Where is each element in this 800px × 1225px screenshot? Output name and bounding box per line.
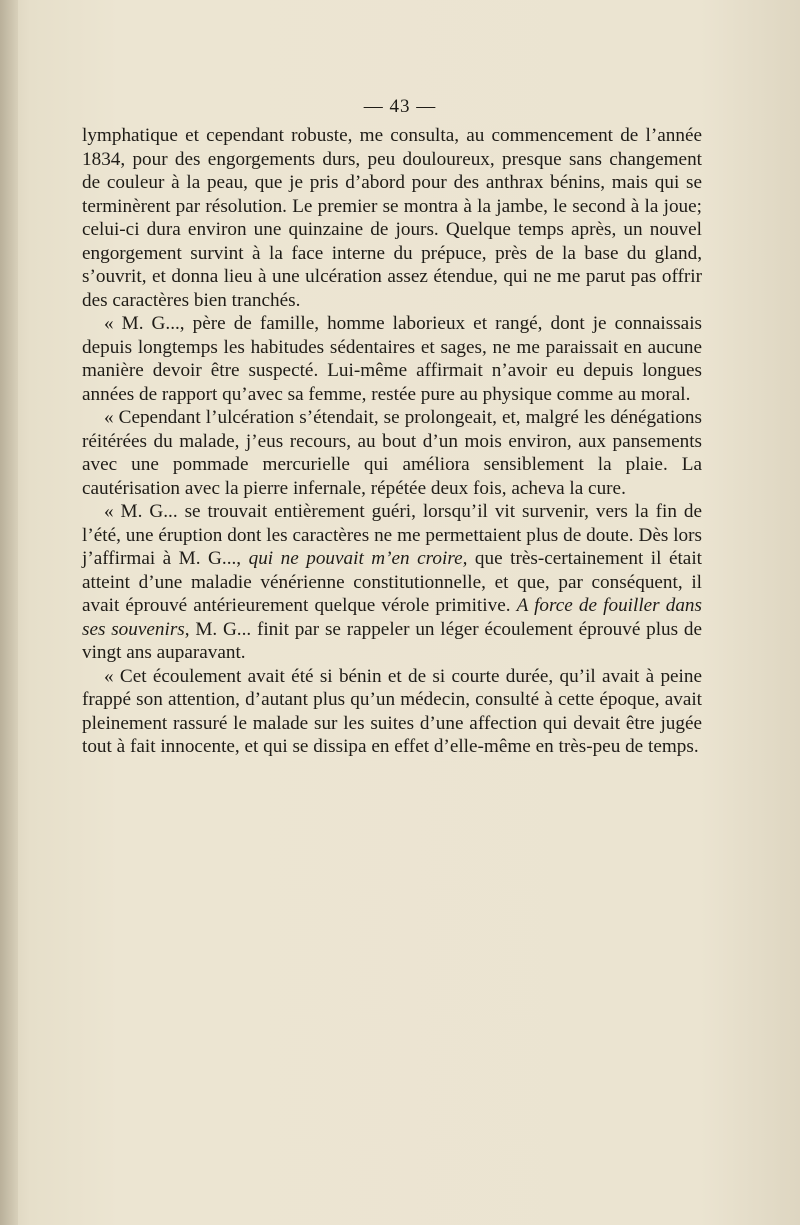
text-run: , M. G... finit par se rappeler un léger écoulement éprouvé plus de vingt ans auparavant. bbox=[82, 618, 702, 663]
text-run: « Cependant l’ulcération s’étendait, se prolongeait, et, malgré les dénégations réitérées du malade, j’eus recours, au bout d’un mois environ, aux pansements avec une pommade mercurielle qui améliora sensiblement la plaie. La cautérisation avec la pierre infernale, répétée deux fois, acheva la cure. bbox=[82, 407, 702, 499]
text-run: « Cet écoulement avait été si bénin et de si courte durée, qu’il avait à peine frappé son attention, d’autant plus qu’un médecin, consulté à cette époque, avait pleinement rassuré le malade sur les suites d’une affection qui devait être jugée tout à fait innocente, et qui se dissipa en effet d’elle-même en très-peu de temps. bbox=[82, 665, 702, 757]
paragraph bbox=[82, 124, 702, 312]
page-binding-shadow bbox=[0, 0, 18, 1225]
italic-text: A force de fouiller dans ses souvenirs bbox=[82, 595, 702, 640]
body-text bbox=[82, 124, 702, 759]
text-run: que très-certainement il était atteint d’une maladie vénérienne constitutionnelle, et que, par conséquent, il avait éprouvé antérieurement quelque vérole primitive. bbox=[82, 548, 702, 616]
paragraph bbox=[82, 406, 702, 500]
text-run: lymphatique et cependant robuste, me consulta, au commencement de l’année 1834, pour des engorgements durs, peu douloureux, presque sans changement de couleur à la peau, que je pris d’abord pour des anthrax bénins, mais qui se terminèrent par résolution. Le premier se montra à la jambe, le second à la joue; celui-ci dura environ une quinzaine de jours. Quelque temps après, un nouvel engorgement survint à la face interne du prépuce, près de la base du gland, s’ouvrit, et donna lieu à une ulcération assez étendue, qui ne me parut pas offrir des caractères bien tranchés. bbox=[82, 125, 702, 311]
paragraph bbox=[82, 312, 702, 406]
text-run: « M. G... se trouvait entièrement guéri, lorsqu’il vit survenir, vers la fin de l’été, une éruption dont les caractères ne me permettaient plus de doute. Dès lors j’affirmai à M. G..., bbox=[82, 501, 702, 569]
paragraph bbox=[82, 665, 702, 759]
page-number: — 43 — bbox=[363, 96, 437, 117]
paragraph bbox=[82, 500, 702, 665]
text-run: « M. G..., père de famille, homme laborieux et rangé, dont je connaissais depuis longtemps les habitudes sédentaires et sages, ne me paraissait en aucune manière devoir être suspecté. Lui-même affirmait n’avoir eu depuis longues années de rapport qu’avec sa femme, restée pure au physique comme au moral. bbox=[82, 313, 702, 405]
italic-text: qui ne pouvait m’en croire, bbox=[248, 548, 468, 569]
